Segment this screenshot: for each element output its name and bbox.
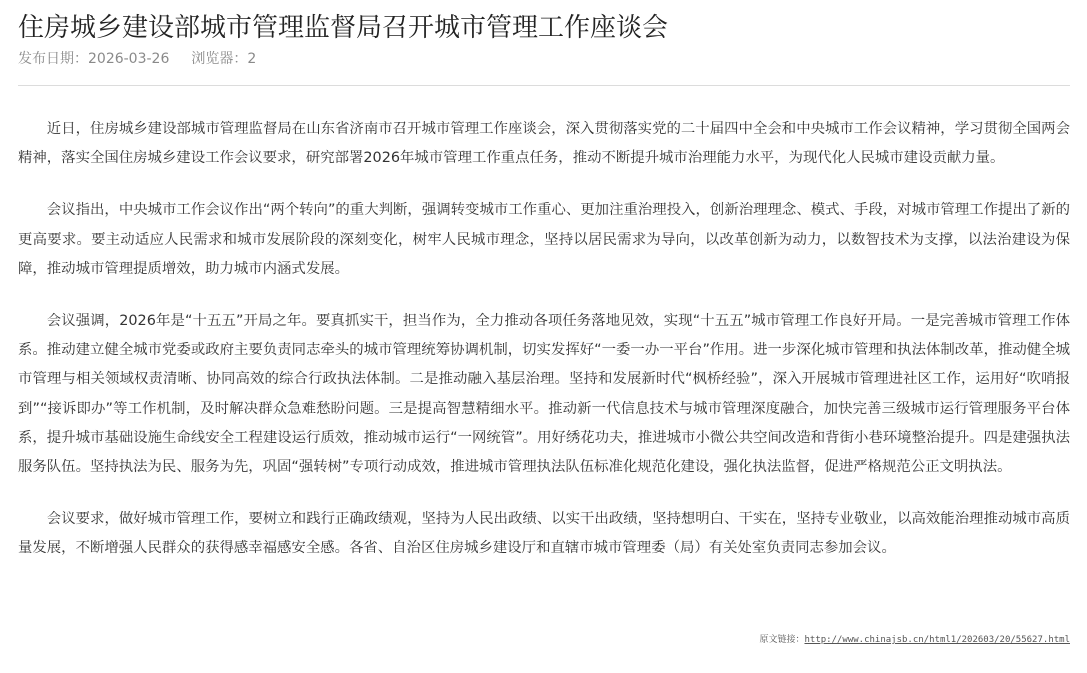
article-meta <box>18 49 1070 69</box>
source-link-line <box>759 634 1070 646</box>
source-label: 原文链接： <box>759 635 805 645</box>
views-count: 2 <box>247 51 257 67</box>
publish-date: 2026-03-26 <box>88 51 170 67</box>
article-title: 住房城乡建设部城市管理监督局召开城市管理工作座谈会 <box>18 13 669 43</box>
paragraph-4: 会议要求，做好城市管理工作，要树立和践行正确政绩观，坚持为人民出政绩、以实干出政绩，坚持想明白、干实在，坚持专业敬业，以高效能治理推动城市高质量发展，不断增强人民群众的获得感幸福感安全感。各省、自治区住房城乡建设厅和直辖市城市管理委（局）有关处室负责同志参加会议。 <box>18 511 1070 557</box>
paragraph-2: 会议指出，中央城市工作会议作出“两个转向”的重大判断，强调转变城市工作重心、更加注重治理投入，创新治理理念、模式、手段，对城市管理工作提出了新的更高要求。要主动适应人民需求和城市发展阶段的深刻变化，树牢人民城市理念，坚持以居民需求为导向，以改革创新为动力，以数智技术为支撑，以法治建设为保障，推动城市管理提质增效，助力城市内涵式发展。 <box>18 202 1070 277</box>
article-body <box>18 115 1070 564</box>
title-divider <box>18 85 1070 86</box>
paragraph-3: 会议强调，2026年是“十五五”开局之年。要真抓实干，担当作为，全力推动各项任务落地见效，实现“十五五”城市管理工作良好开局。一是完善城市管理工作体系。推动建立健全城市党委或政府主要负责同志牵头的城市管理统筹协调机制，切实发挥好“一委一办一平台”作用。进一步深化城市管理和执法体制改革，推动健全城市管理与相关领域权责清晰、协同高效的综合行政执法体制。二是推动融入基层治理。坚持和发展新时代“枫桥经验”，深入开展城市管理进社区工作，运用好“吹哨报到”“接诉即办”等工作机制，及时解决群众急难愁盼问题。三是提高智慧精细水平。推动新一代信息技术与城市管理深度融合，加快完善三级城市运行管理服务平台体系，提升城市基础设施生命线安全工程建设运行质效，推动城市运行“一网统管”。用好绣花功夫，推进城市小微公共空间改造和背街小巷环境整治提升。四是建强执法服务队伍。坚持执法为民、服务为先，巩固“强转树”专项行动成效，推进城市管理执法队伍标准化规范化建设，强化执法监督，促进严格规范公正文明执法。 <box>18 313 1070 476</box>
article <box>18 0 1070 587</box>
source-url-link[interactable]: http://www.chinajsb.cn/html1/202603/20/55627.html <box>804 635 1070 645</box>
views-label: 浏览器： <box>191 51 248 67</box>
publish-date-label: 发布日期： <box>18 51 88 67</box>
paragraph-1: 近日，住房城乡建设部城市管理监督局在山东省济南市召开城市管理工作座谈会，深入贯彻落实党的二十届四中全会和中央城市工作会议精神，学习贯彻全国两会精神，落实全国住房城乡建设工作会议要求，研究部署2026年城市管理工作重点任务，推动不断提升城市治理能力水平，为现代化人民城市建设贡献力量。 <box>18 121 1070 167</box>
